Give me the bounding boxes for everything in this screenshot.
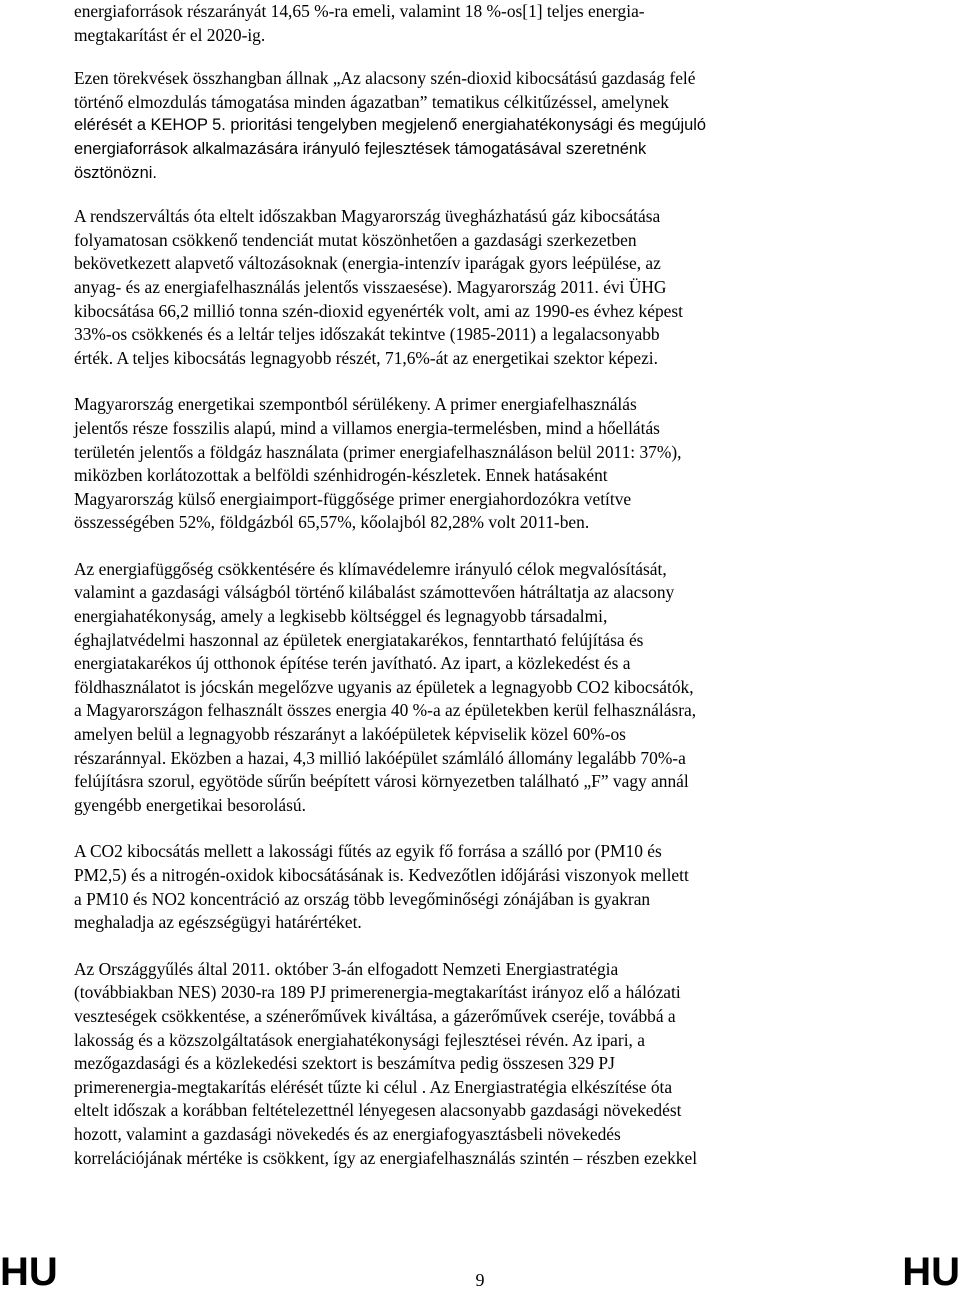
text-line: Magyarország külső energiaimport-függősége primer energiahordozókra vetítve — [74, 488, 632, 509]
text-line: történő elmozdulás támogatása minden ágazatban” tematikus célkitűzéssel, amelynek — [74, 91, 669, 112]
text-line: a PM10 és NO2 koncentráció az ország több levegőminőségi zónájában is gyakran — [74, 888, 651, 909]
text-line: anyag- és az energiafelhasználás jelentős visszaesése). Magyarország 2011. évi ÜHG — [74, 276, 667, 297]
text-line: kibocsátása 66,2 millió tonna szén-dioxid egyenérték volt, ami az 1990-es évhez képest — [74, 300, 683, 321]
text-line: eltelt időszak a korábban feltételezettnél lényegesen alacsonyabb gazdasági növekedést — [74, 1100, 682, 1121]
text-line: (továbbiakban NES) 2030-ra 189 PJ primerenergia-megtakarítást irányoz elő a hálózati — [74, 982, 681, 1003]
text-line: Magyarország energetikai szempontból sérülékeny. A primer energiafelhasználás — [74, 394, 637, 415]
paragraph-emissions-history — [74, 205, 904, 370]
text-line: veszteségek csökkentése, a szénerőművek kiváltása, a gázerőművek cseréje, továbbá a — [74, 1005, 676, 1026]
text-line: lakosság és a közszolgáltatások energiahatékonysági fejlesztései révén. Az ipari, a — [74, 1029, 645, 1050]
footer-country-code-left: HU — [0, 1250, 58, 1294]
text-line: elérését a KEHOP 5. prioritási tengelyben megjelenő energiahatékonysági és megújuló — [74, 116, 707, 135]
text-line: energiatakarékos új otthonok építése terén javítható. Az ipart, a közlekedést és a — [74, 653, 631, 674]
paragraph-energy-share — [74, 0, 904, 47]
page-number: 9 — [475, 1270, 485, 1290]
text-line: földhasználatot is jócskán megelőzve ugyanis az épületek a legnagyobb CO2 kibocsátók, — [74, 676, 694, 697]
paragraph-energy-vulnerability — [74, 393, 904, 535]
paragraph-building-efficiency — [74, 558, 904, 818]
text-line: folyamatosan csökkenő tendenciát mutat köszönhetően a gazdasági szerkezetben — [74, 229, 637, 250]
text-line: energiaforrások alkalmazására irányuló fejlesztések támogatásával szeretnénk — [74, 139, 647, 158]
text-line: felújításra szorul, egyötöde sűrűn beépített városi környezetben található „F” vagy annál — [74, 771, 689, 792]
text-line: területén jelentős a földgáz használata (primer energiafelhasználáson belül 2011: 37%), — [74, 441, 682, 462]
text-line: a Magyarországon felhasznált összes energia 40 %-a az épületekben kerül felhasználásra, — [74, 700, 697, 721]
text-line: részaránnyal. Eközben a hazai, 4,3 millió lakóépület számláló állomány legalább 70%-a — [74, 747, 686, 768]
text-line: gyengébb energetikai besorolású. — [74, 794, 306, 815]
text-line: energiaforrások részarányát 14,65 %-ra emeli, valamint 18 %-os[1] teljes energia- — [74, 1, 645, 21]
text-line: A CO2 kibocsátás mellett a lakossági fűtés az egyik fő forrása a szálló por (PM10 és — [74, 841, 662, 862]
text-line: Ezen törekvések összhangban állnak „Az alacsony szén-dioxid kibocsátású gazdaság felé — [74, 68, 696, 89]
text-line: PM2,5) és a nitrogén-oxidok kibocsátásának is. Kedvezőtlen időjárási viszonyok mellett — [74, 865, 689, 885]
text-line: energiahatékonyság, amely a legkisebb költséggel és legnagyobb társadalmi, — [74, 606, 608, 627]
text-line: meghaladja az egészségügyi határértéket. — [74, 912, 362, 933]
text-line: A rendszerváltás óta eltelt időszakban Magyarország üvegházhatású gáz kibocsátása — [74, 206, 661, 227]
text-line: ösztönözni. — [74, 163, 157, 182]
text-line: primerenergia-megtakarítás elérését tűzte ki célul . Az Energiastratégia elkészítése óta — [74, 1076, 673, 1097]
text-line: mezőgazdasági és a közlekedési szektort is beszámítva pedig összesen 329 PJ — [74, 1053, 615, 1074]
paragraph-kehop-goals — [74, 67, 904, 185]
text-line: miközben korlátozottak a belföldi szénhidrogén-készletek. Ennek hatásaként — [74, 465, 608, 486]
text-line: bekövetkezett alapvető változásoknak (energia-intenzív iparágak gyors leépülése, az — [74, 253, 661, 274]
text-line: éghajlatvédelmi haszonnal az épületek energiatakarékos, fenntartható felújítása és — [74, 629, 644, 650]
text-line: valamint a gazdasági válságból történő kilábalást számottevően hátráltatja az alacsony — [74, 582, 675, 603]
text-line: 33%-os csökkenés és a leltár teljes időszakát tekintve (1985-2011) a legalacsonyabb — [74, 324, 660, 345]
text-line: Az Országgyűlés által 2011. október 3-án elfogadott Nemzeti Energiastratégia — [74, 958, 619, 979]
footer-country-code-right: HU — [902, 1250, 960, 1294]
paragraph-national-energy-strategy — [74, 958, 904, 1170]
text-line: hozott, valamint a gazdasági növekedés és az energiafogyasztásbeli növekedés — [74, 1123, 621, 1144]
text-line: érték. A teljes kibocsátás legnagyobb részét, 71,6%-át az energetikai szektor képezi. — [74, 347, 658, 368]
text-line: Az energiafüggőség csökkentésére és klímavédelemre irányuló célok megvalósítását, — [74, 558, 667, 579]
text-line: jelentős része fosszilis alapú, mind a villamos energia-termelésben, mind a hőellátás — [74, 417, 660, 438]
text-line: korrelációjának mértéke is csökkent, így az energiafelhasználás szintén – részben ezekkel — [74, 1147, 698, 1168]
text-line: összességében 52%, földgázból 65,57%, kőolajból 82,28% volt 2011-ben. — [74, 512, 590, 533]
text-line: amelyen belül a legnagyobb részarányt a lakóépületek képviselik közel 60%-os — [74, 724, 626, 745]
text-line: megtakarítást ér el 2020-ig. — [74, 24, 266, 45]
paragraph-air-quality — [74, 840, 904, 934]
document-body — [74, 0, 904, 1170]
